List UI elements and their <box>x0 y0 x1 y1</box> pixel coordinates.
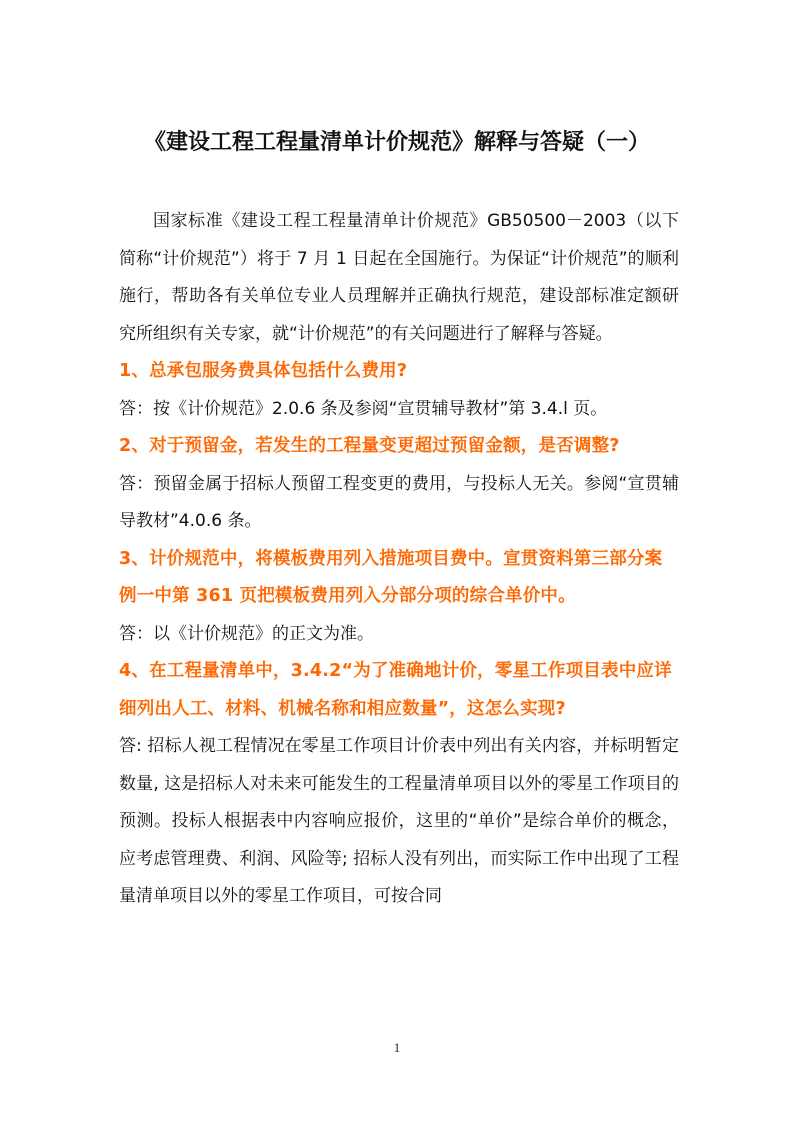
question-3: 3、计价规范中，将模板费用列入措施项目费中。宣贯资料第三部分案例一中第 361 页把模板费用列入分部分项的综合单价中。 <box>119 548 663 606</box>
question-2: 2、对于预留金，若发生的工程量变更超过预留金额，是否调整? <box>119 436 620 456</box>
answer-2: 答：预留金属于招标人预留工程变更的费用，与投标人无关。参阅“宣贯辅导教材”4.0.6 条。 <box>119 473 679 531</box>
answer-4: 答: 招标人视工程情况在零星工作项目计价表中列出有关内容，并标明暂定数量, 这是招标人对未来可能发生的工程量清单项目以外的零星工作项目的预测。投标人根据表中内容响应报价，这里的“单价”是综合单价的概念，应考虑管理费、利润、风险等; 招标人没有列出，而实际工作中出现了工程量清单项目以外的零星工作项目，可按合同 <box>119 736 679 906</box>
question-4: 4、在工程量清单中，3.4.2“为了准确地计价，零星工作项目表中应详细列出人工、材料、机械名称和相应数量”，这怎么实现? <box>119 661 672 719</box>
document-title: 《建设工程工程量清单计价规范》解释与答疑（一） <box>143 129 650 155</box>
question-1: 1、总承包服务费具体包括什么费用? <box>119 361 408 381</box>
document-body <box>119 203 679 916</box>
answer-1: 答：按《计价规范》2.0.6 条及参阅“宣贯辅导教材”第 3.4.l 页。 <box>119 398 608 419</box>
intro-paragraph: 国家标准《建设工程工程量清单计价规范》GB50500－2003（以下简称“计价规范”）将于 7 月 1 日起在全国施行。为保证“计价规范”的顺利施行，帮助各有关单位专业人员理解并正确执行规范，建设部标准定额研究所组织有关专家，就“计价规范”的有关问题进行了解释与答疑。 <box>119 211 679 344</box>
answer-3: 答：以《计价规范》的正文为准。 <box>119 623 374 644</box>
page-number: 1 <box>393 1040 401 1055</box>
